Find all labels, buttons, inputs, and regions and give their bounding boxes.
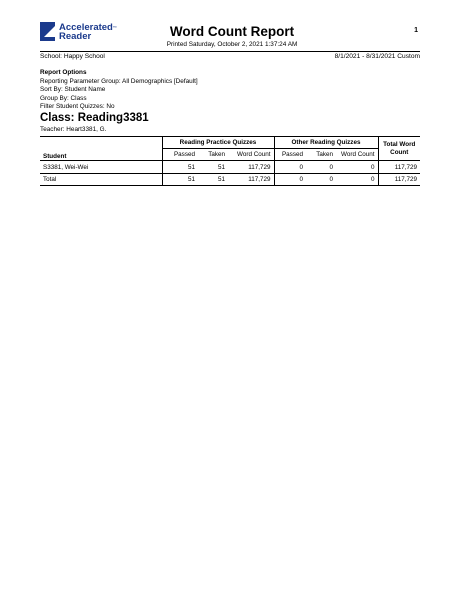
report-title: Word Count Report [169,24,295,39]
printed-timestamp: Printed Saturday, October 2, 2021 1:37:24 AM [166,41,298,48]
total-or-taken-cell: 0 [306,174,336,186]
table-total-row [40,174,420,186]
rp-passed-cell: 51 [162,161,198,174]
logo-line-1: Accelerated [59,21,113,33]
or-word-count-cell: 0 [336,161,378,174]
class-title: Class: Reading3381 [40,112,149,124]
group-header-reading-practice: Reading Practice Quizzes [162,137,274,149]
report-options-heading: Report Options [40,69,87,76]
total-label: Total [40,174,162,186]
total-or-word-count-cell: 0 [336,174,378,186]
total-word-count-label-line-2: Count [390,148,409,156]
or-passed-cell: 0 [274,161,306,174]
total-or-passed-cell: 0 [274,174,306,186]
column-header-total-word-count [378,137,420,161]
total-rp-passed-cell: 51 [162,174,198,186]
column-header-student: Student [40,137,162,161]
total-rp-taken-cell: 51 [198,174,228,186]
total-total-word-count-cell: 117,729 [378,174,420,186]
column-header-or-word-count: Word Count [336,149,378,161]
column-header-rp-word-count: Word Count [228,149,274,161]
logo-trademark: ™ [112,24,117,30]
report-option-line: Group By: Class [40,94,87,102]
teacher-name: Teacher: Heart3381, G. [40,126,107,133]
column-header-rp-passed: Passed [162,149,198,161]
report-option-line: Filter Student Quizzes: No [40,103,115,111]
report-option-line: Reporting Parameter Group: All Demographics [Default] [40,77,198,85]
column-header-or-passed: Passed [274,149,306,161]
total-word-count-cell: 117,729 [378,161,420,174]
group-header-other-reading: Other Reading Quizzes [274,137,378,149]
report-options [40,69,198,112]
word-count-table [40,136,420,186]
total-word-count-label-line-1: Total Word [383,140,416,148]
header-divider [40,51,420,52]
school-name: School: Happy School [40,53,105,60]
date-range: 8/1/2021 - 8/31/2021 Custom [334,53,420,60]
logo-line-2: Reader [59,30,92,42]
column-header-or-taken: Taken [306,149,336,161]
column-header-rp-taken: Taken [198,149,228,161]
page-number: 1 [414,27,418,34]
table-row [40,161,420,174]
report-option-line: Sort By: Student Name [40,86,106,94]
rp-taken-cell: 51 [198,161,228,174]
total-rp-word-count-cell: 117,729 [228,174,274,186]
student-name: S3381, Wei-Wei [40,161,162,174]
rp-word-count-cell: 117,729 [228,161,274,174]
or-taken-cell: 0 [306,161,336,174]
